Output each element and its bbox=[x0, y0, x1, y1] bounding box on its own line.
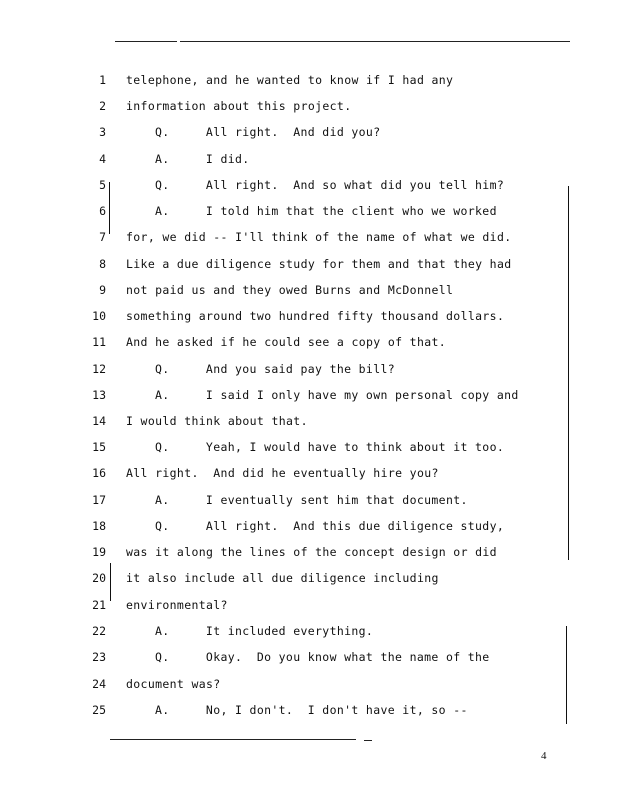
line-number: 19 bbox=[92, 545, 106, 559]
transcript-line bbox=[0, 623, 618, 649]
footer-tick bbox=[364, 740, 372, 741]
transcript-line bbox=[0, 229, 618, 255]
line-text: was it along the lines of the concept design or did bbox=[126, 545, 497, 559]
line-number: 6 bbox=[99, 204, 106, 218]
page-number: 4 bbox=[541, 750, 547, 762]
line-text: A. I did. bbox=[155, 152, 250, 166]
line-number: 25 bbox=[92, 703, 106, 717]
line-number: 12 bbox=[92, 362, 106, 376]
transcript-line bbox=[0, 203, 618, 229]
line-text: Q. All right. And so what did you tell him? bbox=[155, 178, 505, 192]
line-number: 22 bbox=[92, 624, 106, 638]
line-text: information about this project. bbox=[126, 99, 352, 113]
line-number: 7 bbox=[99, 230, 106, 244]
transcript-line bbox=[0, 597, 618, 623]
line-text: I would think about that. bbox=[126, 414, 308, 428]
line-number: 24 bbox=[92, 677, 106, 691]
line-number: 17 bbox=[92, 493, 106, 507]
transcript-line bbox=[0, 308, 618, 334]
line-number: 4 bbox=[99, 152, 106, 166]
transcript-line bbox=[0, 702, 618, 728]
line-text: A. I told him that the client who we worked bbox=[155, 204, 497, 218]
transcript-line bbox=[0, 334, 618, 360]
line-number: 14 bbox=[92, 414, 106, 428]
line-number: 9 bbox=[99, 283, 106, 297]
line-number: 1 bbox=[99, 73, 106, 87]
line-number: 20 bbox=[92, 571, 106, 585]
line-text: not paid us and they owed Burns and McDonnell bbox=[126, 283, 454, 297]
line-number: 21 bbox=[92, 598, 106, 612]
line-text: telephone, and he wanted to know if I had any bbox=[126, 73, 454, 87]
line-number: 11 bbox=[92, 335, 106, 349]
line-number: 5 bbox=[99, 178, 106, 192]
line-text: And he asked if he could see a copy of that. bbox=[126, 335, 447, 349]
line-number: 16 bbox=[92, 466, 106, 480]
transcript-line bbox=[0, 518, 618, 544]
line-text: Q. All right. And this due diligence study, bbox=[155, 519, 505, 533]
transcript-line bbox=[0, 544, 618, 570]
header-rule-left bbox=[115, 41, 177, 42]
line-number: 23 bbox=[92, 650, 106, 664]
transcript-line bbox=[0, 361, 618, 387]
header-rule bbox=[180, 41, 570, 42]
transcript-line bbox=[0, 177, 618, 203]
transcript-line bbox=[0, 256, 618, 282]
transcript-line bbox=[0, 439, 618, 465]
line-text: A. I eventually sent him that document. bbox=[155, 493, 468, 507]
line-text: A. No, I don't. I don't have it, so -- bbox=[155, 703, 468, 717]
transcript-line bbox=[0, 72, 618, 98]
line-text: Q. And you said pay the bill? bbox=[155, 362, 396, 376]
line-text: All right. And did he eventually hire you? bbox=[126, 466, 439, 480]
line-text: Q. Yeah, I would have to think about it too. bbox=[155, 440, 505, 454]
transcript-line bbox=[0, 413, 618, 439]
line-number: 2 bbox=[99, 99, 106, 113]
line-text: something around two hundred fifty thousand dollars. bbox=[126, 309, 505, 323]
line-text: it also include all due diligence including bbox=[126, 571, 439, 585]
line-text: Q. Okay. Do you know what the name of the bbox=[155, 650, 490, 664]
line-text: A. It included everything. bbox=[155, 624, 374, 638]
transcript-line bbox=[0, 124, 618, 150]
transcript-line bbox=[0, 676, 618, 702]
line-number: 10 bbox=[92, 309, 106, 323]
transcript-line bbox=[0, 98, 618, 124]
transcript-line bbox=[0, 649, 618, 675]
line-number: 3 bbox=[99, 125, 106, 139]
footer-rule bbox=[110, 739, 356, 740]
transcript-line bbox=[0, 387, 618, 413]
transcript-line bbox=[0, 151, 618, 177]
line-text: for, we did -- I'll think of the name of what we did. bbox=[126, 230, 512, 244]
line-text: environmental? bbox=[126, 598, 228, 612]
transcript-line bbox=[0, 492, 618, 518]
line-number: 13 bbox=[92, 388, 106, 402]
line-text: Q. All right. And did you? bbox=[155, 125, 381, 139]
transcript-line bbox=[0, 465, 618, 491]
line-number: 8 bbox=[99, 257, 106, 271]
line-text: Like a due diligence study for them and that they had bbox=[126, 257, 512, 271]
transcript-line bbox=[0, 282, 618, 308]
line-number: 18 bbox=[92, 519, 106, 533]
line-text: A. I said I only have my own personal copy and bbox=[155, 388, 519, 402]
transcript-line bbox=[0, 570, 618, 596]
line-text: document was? bbox=[126, 677, 221, 691]
line-number: 15 bbox=[92, 440, 106, 454]
